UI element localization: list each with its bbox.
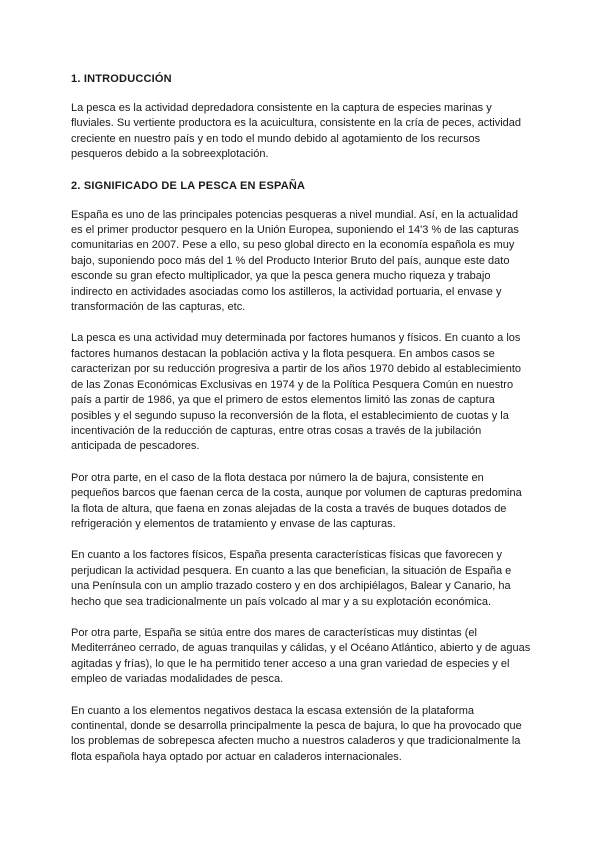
section-heading-introduccion: 1. INTRODUCCIÓN [71, 73, 172, 85]
paragraph: En cuanto a los elementos negativos destaca la escasa extensión de la plataforma continental, donde se desarrolla principalmente la pesca de bajura, lo que ha provocado que los problemas de sobrepesca afecten mucho a nuestros caladeros y que tradicionalmente la flota española haya optado por actuar en caladeros internacionales. [71, 704, 522, 763]
paragraph: En cuanto a los factores físicos, España presenta características físicas que favorecen y perjudican la actividad pesquera. En cuanto a las que benefician, la situación de España e una Península con un amplio trazado costero y en dos archipiélagos, Balear y Canario, ha hecho que sea tradicionalmente un país volcado al mar y a su explotación económica. [71, 549, 512, 608]
section-heading-significado: 2. SIGNIFICADO DE LA PESCA EN ESPAÑA [71, 179, 306, 192]
paragraph: Por otra parte, en el caso de la flota destaca por número la de bajura, consistente en pequeños barcos que faenan cerca de la costa, aunque por volumen de capturas predomina la flota de altura, que faena en zonas alejadas de la costa a través de buques dotados de refrigeración y elementos de tratamiento y envase de las capturas. [71, 471, 522, 530]
paragraph: La pesca es la actividad depredadora consistente en la captura de especies marinas y fluviales. Su vertiente productora es la acuicultura, consistente en la cría de peces, actividad creciente en nuestro país y en todo el mundo debido al agotamiento de los recursos pesqueros debido a la sobreexplotación. [71, 102, 522, 161]
document-page [71, 72, 531, 781]
paragraph: Por otra parte, España se sitúa entre dos mares de características muy distintas (el Mediterráneo cerrado, de aguas tranquilas y cálidas, y el Océano Atlántico, abierto y de aguas agitadas y frías), lo que le ha permitido tener acceso a una gran variedad de especies y el empleo de variadas modalidades de pesca. [71, 626, 531, 686]
paragraph: España es uno de las principales potencias pesqueras a nivel mundial. Así, en la actualidad es el primer productor pesquero en la Unión Europea, suponiendo el 14'3 % de las capturas comunitarias en 2007. Pese a ello, su peso global directo en la economía española es muy bajo, suponiendo poco más del 1 % del Producto Interior Bruto del país, aunque este dato esconde su gran efecto multiplicador, ya que la pesca genera mucho riqueza y trabajo indirecto en actividades asociadas como los astilleros, la actividad portuaria, el envase y transformación de las capturas, etc. [71, 208, 519, 314]
paragraph: La pesca es una actividad muy determinada por factores humanos y físicos. En cuanto a los factores humanos destacan la población activa y la flota pesquera. En ambos casos se caracterizan por su reducción progresiva a partir de los años 1970 debido al establecimiento de las Zonas Económicas Exclusivas en 1974 y de la Política Pesquera Común en nuestro país a partir de 1986, ya que el primero de estos elementos limitó las zonas de captura posibles y el segundo supuso la reconversión de la flota, el establecimiento de cuotas y la incentivación de la reducción de capturas, entre otras cosas a través de la jubilación anticipada de pescadores. [71, 332, 522, 453]
